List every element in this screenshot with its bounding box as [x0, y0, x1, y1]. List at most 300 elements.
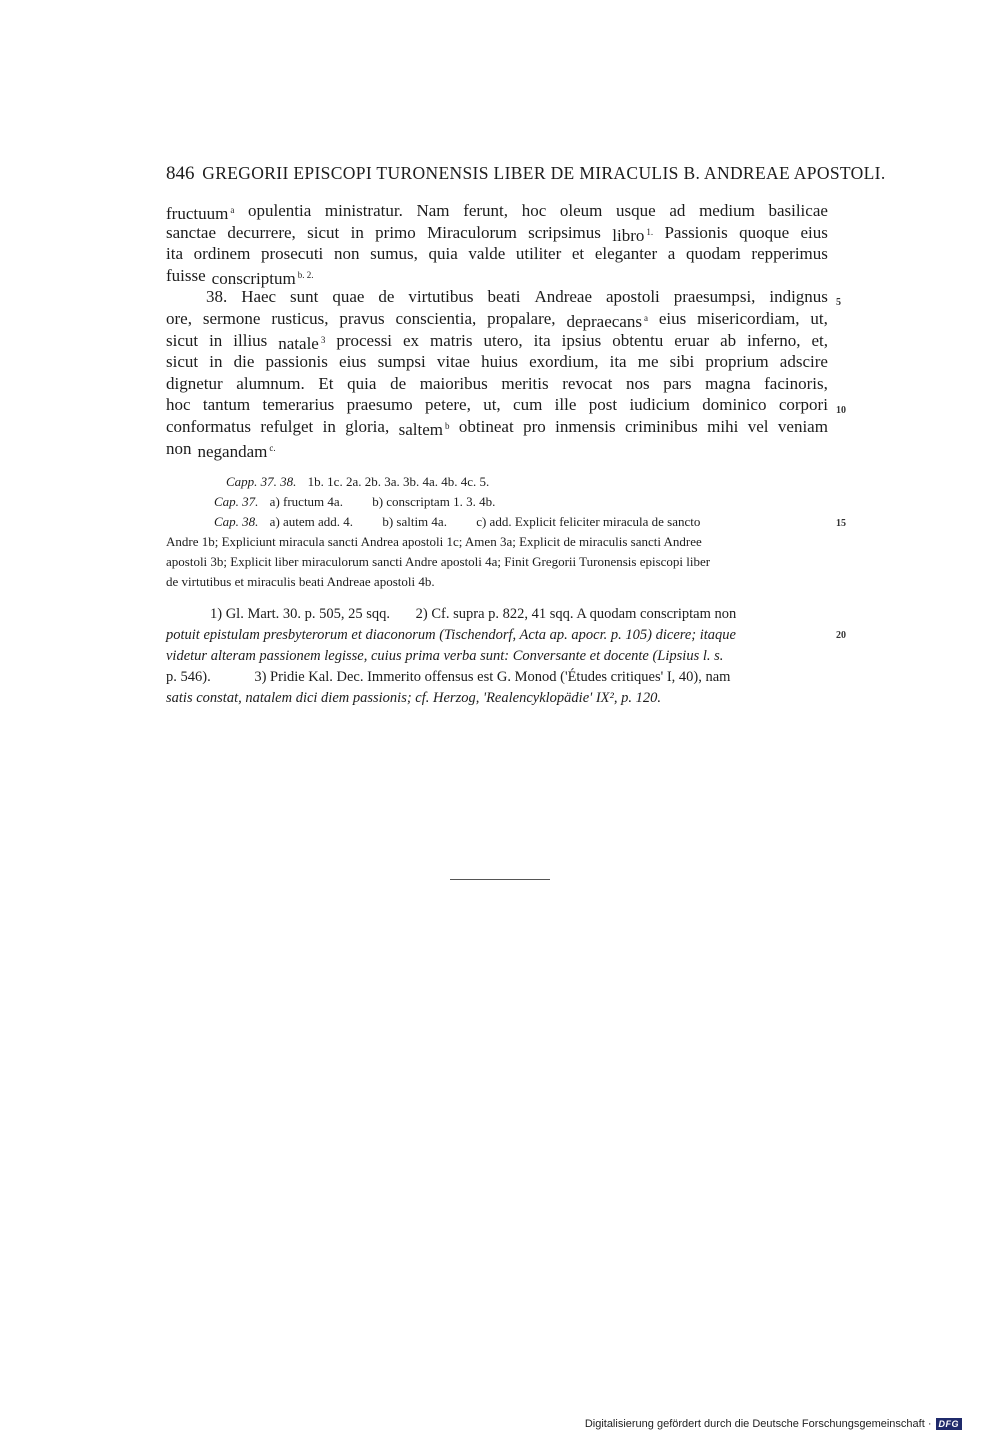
word-text: dignetur	[166, 373, 223, 393]
word	[769, 286, 828, 308]
word	[589, 394, 617, 416]
word-text: temerarius	[262, 395, 335, 415]
word	[266, 351, 328, 373]
word-text: quae	[332, 287, 365, 307]
word-text: nos	[625, 373, 650, 393]
word-text: obtentu	[612, 330, 664, 350]
word-text: praesumpsi,	[673, 287, 756, 307]
word-text: 38.	[206, 287, 228, 307]
word	[566, 308, 648, 330]
word-text: virtutibus	[408, 287, 474, 307]
word-text: sumus,	[370, 244, 418, 264]
text-line	[166, 416, 828, 438]
word	[260, 416, 313, 438]
word	[234, 351, 255, 373]
word	[522, 200, 547, 222]
word-text: me	[637, 352, 659, 372]
word-text: ordinem	[193, 244, 251, 264]
text-line	[166, 286, 828, 308]
word-text: in	[209, 330, 223, 350]
footnote-3: 3) Pridie Kal. Dec. Immerito offensus est G. Monod ('Études critiques' I, 40), nam	[254, 669, 731, 685]
word	[399, 416, 450, 438]
word-text: post	[588, 395, 618, 415]
line-number-15: 15	[836, 518, 846, 529]
word-text: eleganter	[594, 244, 658, 264]
word-text: vitae	[436, 352, 470, 372]
word	[751, 243, 827, 265]
word-text: pravus	[339, 308, 385, 328]
word	[625, 416, 698, 438]
word-text: primo	[375, 222, 416, 242]
word	[487, 286, 520, 308]
word	[560, 200, 603, 222]
word	[403, 330, 419, 352]
word-text: et,	[811, 330, 828, 350]
main-text	[166, 200, 828, 459]
word-text: tantum	[202, 395, 251, 415]
word	[720, 330, 736, 352]
word-text: cum	[513, 395, 543, 415]
word-text: vel	[747, 416, 769, 436]
apparatus-line-4: de virtutibus et miraculis beati Andreae apostoli 4b.	[166, 574, 435, 589]
note-marker: b	[445, 420, 450, 431]
word-text: die	[233, 352, 255, 372]
word	[612, 222, 653, 244]
word	[209, 330, 222, 352]
word	[347, 373, 376, 395]
word	[166, 330, 198, 352]
word-text: sumpsi	[377, 352, 426, 372]
word	[290, 286, 318, 308]
word	[437, 351, 470, 373]
word	[638, 351, 659, 373]
word-text: fructuum	[166, 204, 229, 223]
word-text: beati	[487, 287, 521, 307]
word	[166, 222, 216, 244]
word	[523, 416, 546, 438]
text-line	[166, 394, 828, 416]
critical-apparatus	[166, 472, 830, 592]
word-text: ut,	[483, 395, 501, 415]
word-text: sicut	[166, 352, 199, 372]
word	[166, 394, 191, 416]
word	[425, 394, 471, 416]
apparatus-cap38-line	[166, 512, 830, 532]
note-marker: c.	[269, 442, 276, 453]
word-text: ministratur.	[324, 201, 403, 220]
word-text: facinoris,	[764, 373, 828, 393]
word	[325, 200, 403, 222]
note-marker: b. 2.	[297, 269, 314, 280]
word-text: eruar	[674, 330, 710, 350]
word	[166, 416, 251, 438]
word-text: ita	[166, 244, 183, 264]
footnote-line-5: satis constat, natalem dici diem passionis; cf. Herzog, 'Realencyklopädie' IX², p. 120.	[166, 690, 662, 706]
running-title: GREGORII EPISCOPI TURONENSIS LIBER DE MIRACULIS B. ANDREAE APOSTOLI.	[202, 163, 886, 183]
word-text: Nam	[416, 201, 450, 220]
word	[370, 243, 418, 265]
word	[686, 243, 741, 265]
word	[616, 200, 656, 222]
word-text: conscriptum	[211, 268, 296, 288]
word	[378, 351, 426, 373]
word	[699, 200, 755, 222]
cap37-note-b: b) conscriptam 1. 3. 4b.	[372, 494, 496, 509]
word	[516, 243, 561, 265]
word-text: ex	[403, 330, 420, 350]
word	[236, 373, 304, 395]
word-text: criminibus	[625, 416, 698, 436]
word-text: negandam	[197, 441, 268, 461]
word-text: in	[350, 222, 364, 242]
word-text: inmensis	[555, 416, 616, 436]
word-text: inferno,	[747, 330, 801, 350]
word	[278, 330, 325, 352]
word-text: ore,	[166, 308, 192, 328]
word	[702, 394, 766, 416]
text-line	[166, 308, 828, 330]
word	[209, 351, 222, 373]
word	[396, 308, 477, 330]
word	[463, 200, 508, 222]
word	[800, 222, 827, 244]
cap38-note-c: c) add. Explicit feliciter miracula de sancto	[476, 514, 701, 529]
line-number-10: 10	[836, 405, 846, 416]
word	[375, 222, 416, 244]
word-text: eius	[658, 308, 687, 328]
footnotes	[166, 604, 830, 709]
word-text: scripsimus	[528, 222, 601, 242]
word-text: quia	[347, 373, 377, 393]
text-line	[166, 243, 828, 265]
cap38-note-a: a) autem add. 4.	[269, 514, 354, 529]
capp-sigla: 1b. 1c. 2a. 2b. 3a. 3b. 4a. 4b. 4c. 5.	[307, 474, 490, 489]
word-text: eius	[339, 352, 367, 372]
word	[595, 243, 657, 265]
word	[612, 330, 663, 352]
word-text: apostoli	[605, 287, 660, 307]
word	[610, 351, 627, 373]
word-text: obtineat	[458, 416, 514, 436]
word	[416, 200, 449, 222]
word-text: matris	[430, 330, 473, 350]
word	[487, 308, 555, 330]
note-marker: 1.	[646, 226, 654, 237]
word	[212, 265, 314, 287]
cap38-note-b: b) saltim 4a.	[382, 514, 447, 529]
footnote-line-3: videtur alteram passionem legisse, cuius prima verba sunt: Conversante et docente (Lipsius l. s.	[166, 648, 724, 664]
apparatus-capp-line	[166, 472, 830, 492]
word	[166, 308, 192, 330]
word	[166, 243, 183, 265]
word-text: ita	[533, 330, 551, 350]
word-text: illius	[233, 330, 268, 350]
word-text: misericordiam,	[697, 308, 800, 328]
word-text: oleum	[559, 201, 603, 220]
word	[318, 373, 333, 395]
word	[562, 330, 602, 352]
word	[779, 394, 828, 416]
word	[332, 286, 364, 308]
word	[339, 351, 366, 373]
word-text: in	[322, 416, 336, 436]
word	[663, 373, 691, 395]
word-text: propalare,	[487, 308, 556, 328]
word-text: conformatus	[166, 416, 251, 436]
note-marker: a	[643, 312, 648, 323]
word	[420, 373, 488, 395]
line-number-5: 5	[836, 297, 841, 308]
word	[166, 373, 223, 395]
footnote-2: 2) Cf. supra p. 822, 41 sqq. A quodam conscriptam non	[415, 606, 737, 622]
word	[166, 200, 234, 222]
word	[674, 330, 709, 352]
word	[351, 222, 364, 244]
word-text: saltem	[398, 419, 443, 439]
word-text: valde	[468, 244, 506, 264]
word-text: repperimus	[751, 244, 828, 264]
word	[345, 416, 389, 438]
word	[572, 243, 584, 265]
cap37-label: Cap. 37.	[214, 494, 259, 509]
word-text: sicut	[307, 222, 340, 242]
word-text: rusticus,	[271, 308, 329, 328]
word	[484, 330, 523, 352]
text-line	[166, 200, 828, 222]
word	[233, 330, 267, 352]
word-text: hoc	[166, 395, 191, 415]
word-text: et	[571, 244, 585, 264]
word	[262, 394, 334, 416]
footnote-line-2: potuit epistulam presbyterorum et diaconorum (Tischendorf, Acta ap. apocr. p. 105) dicere; itaque	[166, 627, 736, 643]
word-text: de	[378, 287, 395, 307]
word-text: decurrere,	[227, 222, 296, 242]
word	[697, 308, 799, 330]
word	[428, 243, 457, 265]
word-text: quia	[428, 244, 458, 264]
word	[764, 373, 828, 395]
word	[166, 438, 192, 460]
word	[810, 308, 827, 330]
word	[534, 330, 551, 352]
word	[562, 373, 612, 395]
text-line	[166, 351, 828, 373]
word	[378, 286, 394, 308]
word-text: opulentia	[247, 201, 312, 220]
word-text: corpori	[778, 395, 828, 415]
word-text: sanctae	[166, 222, 217, 242]
word-text: alumnum.	[236, 373, 305, 393]
word-text: passionis	[265, 352, 328, 372]
word-text: processi	[336, 330, 393, 350]
word	[739, 222, 789, 244]
word-text: sicut	[166, 330, 199, 350]
word-text: depraecans	[566, 311, 642, 331]
apparatus-line-3: apostoli 3b; Explicit liber miraculorum sancti Andre apostoli 4a; Finit Gregorii Turonensis episcopi liber	[166, 554, 711, 569]
word	[227, 222, 295, 244]
word-text: prosecuti	[260, 244, 324, 264]
word	[481, 351, 518, 373]
word	[780, 351, 828, 373]
word-text: quodam	[685, 244, 741, 264]
word-text: revocat	[562, 373, 613, 393]
word	[427, 222, 517, 244]
word-text: ita	[609, 352, 627, 372]
word-text: Et	[318, 373, 334, 393]
text-line	[166, 222, 828, 244]
word	[513, 394, 542, 416]
word-text: indignus	[769, 287, 828, 307]
word-text: eius	[800, 222, 828, 242]
word	[334, 243, 360, 265]
apparatus-cap37-line	[166, 492, 830, 512]
word	[659, 308, 686, 330]
word-text: usque	[616, 201, 656, 220]
word-text: fuisse	[166, 265, 206, 285]
word-text: quoque	[739, 222, 790, 242]
word	[748, 416, 769, 438]
note-marker: 3	[320, 334, 326, 345]
word	[555, 416, 615, 438]
word	[468, 243, 505, 265]
word-text: non	[166, 438, 192, 458]
word	[669, 200, 685, 222]
word	[347, 394, 413, 416]
word-text: non	[333, 244, 360, 264]
text-line	[166, 438, 828, 460]
word-text: ipsius	[561, 330, 602, 350]
word	[390, 373, 406, 395]
word-text: proprium	[705, 352, 769, 372]
word-text: huius	[481, 352, 518, 372]
word-text: gloria,	[345, 416, 390, 436]
word-text: natale	[278, 333, 319, 353]
word	[408, 286, 473, 308]
word-text: de	[390, 373, 407, 393]
word	[668, 243, 676, 265]
running-header	[166, 163, 886, 185]
word-text: sibi	[669, 352, 695, 372]
line-number-20: 20	[836, 630, 846, 641]
word	[271, 308, 328, 330]
word-text: sermone	[202, 308, 261, 328]
word-text: sunt	[290, 287, 319, 307]
word-text: conscientia,	[395, 308, 477, 328]
word-text: ut,	[810, 308, 828, 328]
word-text: meritis	[501, 373, 549, 393]
word	[747, 330, 800, 352]
word-text: ferunt,	[463, 201, 509, 220]
word	[241, 286, 276, 308]
word-text: dominico	[702, 395, 767, 415]
word	[629, 394, 689, 416]
word-text: Andreae	[534, 287, 593, 307]
word-text: refulget	[260, 416, 314, 436]
word	[261, 243, 323, 265]
footnote-2-end: p. 546).	[166, 669, 211, 685]
digitization-footer	[585, 1418, 962, 1430]
word-text: mihi	[707, 416, 739, 436]
word-text: ille	[554, 395, 577, 415]
word-text: Haec	[241, 287, 277, 307]
word-text: praesumo	[346, 395, 413, 415]
word-text: utero,	[483, 330, 523, 350]
word	[203, 308, 261, 330]
word	[555, 394, 577, 416]
word	[670, 351, 695, 373]
word-text: a	[667, 244, 676, 264]
word	[323, 416, 336, 438]
word	[626, 373, 650, 395]
word	[459, 416, 514, 438]
text-line	[166, 373, 828, 395]
word-text: medium	[699, 201, 755, 220]
word-text: petere,	[425, 395, 471, 415]
word	[528, 222, 601, 244]
word	[501, 373, 548, 395]
word	[529, 351, 598, 373]
word	[166, 351, 198, 373]
word	[778, 416, 828, 438]
word-text: ad	[669, 201, 686, 220]
end-rule	[450, 879, 550, 880]
word-text: Passionis	[664, 222, 728, 242]
word	[768, 200, 827, 222]
word	[166, 265, 206, 287]
apparatus-line-2: Andre 1b; Expliciunt miracula sancti Andrea apostoli 1c; Amen 3a; Explicit de miraculis sancti Andree	[166, 534, 702, 549]
word-text: hoc	[521, 201, 547, 220]
word	[336, 330, 392, 352]
word	[534, 286, 592, 308]
word	[664, 222, 727, 244]
text-line	[166, 330, 828, 352]
word-text: pro	[523, 416, 546, 436]
footnote-line-4	[166, 667, 830, 688]
word	[206, 286, 227, 308]
word-text: ab	[720, 330, 737, 350]
word	[307, 222, 339, 244]
word-text: maioribus	[419, 373, 488, 393]
word	[674, 286, 756, 308]
word-text: in	[209, 352, 223, 372]
footnote-1: 1) Gl. Mart. 30. p. 505, 25 sqq.	[210, 606, 391, 622]
footnote-line-1	[166, 604, 830, 625]
capp-label: Capp. 37. 38.	[226, 474, 297, 489]
word	[707, 416, 738, 438]
dfg-logo: DFG	[936, 1418, 963, 1430]
word	[194, 243, 251, 265]
word-text: utiliter	[515, 244, 562, 264]
word	[606, 286, 660, 308]
word-text: iudicium	[629, 395, 690, 415]
word-text: magna	[705, 373, 751, 393]
word	[430, 330, 473, 352]
word	[248, 200, 311, 222]
note-marker: a	[230, 205, 235, 215]
cap37-note-a: a) fructum 4a.	[269, 494, 343, 509]
word	[203, 394, 250, 416]
footer-text: Digitalisierung gefördert durch die Deutsche Forschungsgemeinschaft ·	[584, 1418, 932, 1430]
word-text: exordium,	[529, 352, 599, 372]
word	[705, 373, 750, 395]
word	[811, 330, 828, 352]
word	[198, 438, 276, 460]
word	[705, 351, 768, 373]
word-text: veniam	[777, 416, 828, 436]
word	[339, 308, 384, 330]
word-text: basilicae	[768, 201, 828, 220]
word-text: pars	[663, 373, 692, 393]
